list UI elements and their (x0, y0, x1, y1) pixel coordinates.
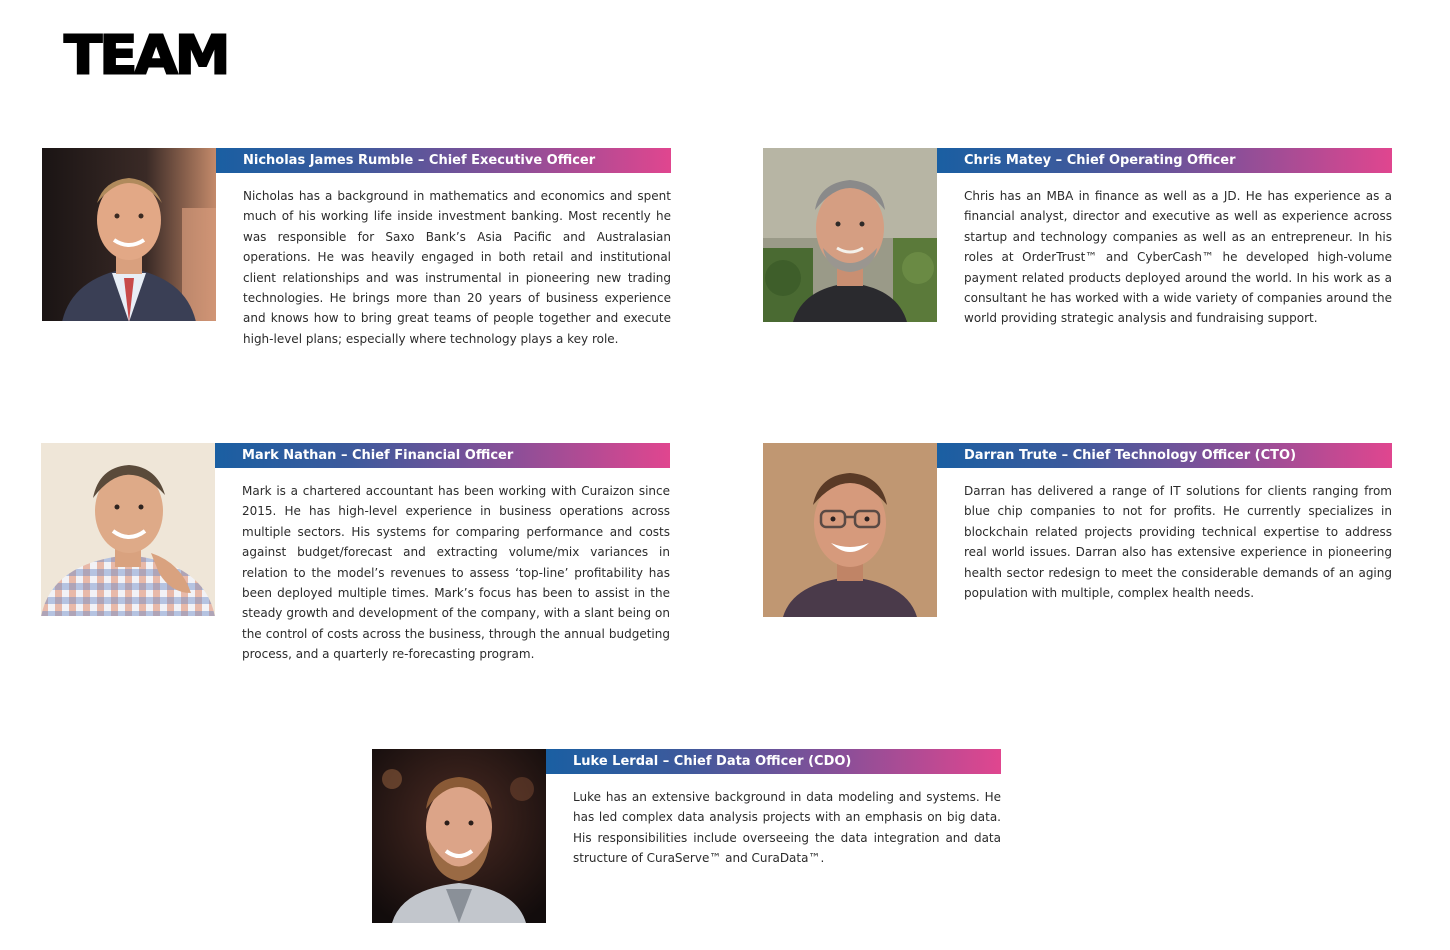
member-photo (41, 443, 215, 616)
team-member-card (763, 443, 1392, 623)
member-photo (42, 148, 216, 321)
member-photo (372, 749, 546, 923)
portrait-image (763, 443, 937, 617)
member-header-bar: Mark Nathan – Chief Financial Officer (215, 443, 670, 468)
member-photo (763, 148, 937, 322)
portrait-image (41, 443, 215, 616)
member-header-bar: Chris Matey – Chief Operating Officer (937, 148, 1392, 173)
portrait-image (372, 749, 546, 923)
portrait-image (42, 148, 216, 321)
team-member-card (42, 148, 671, 358)
portrait-image (763, 148, 937, 322)
member-bio: Mark is a chartered accountant has been working with Curaizon since 2015. He has high-level experience in business operations across multiple sectors. His systems for comparing performance and costs against budget/forecast and extracting volume/mix variances in relation to the model’s revenues to assess ‘top-line’ profitability has been deployed multiple times. Mark’s focus has been to assist in the steady growth and development of the company, with a slant being on the control of costs across the business, through the annual budgeting process, and a quarterly re-forecasting program. (242, 484, 670, 662)
member-header-bar: Nicholas James Rumble – Chief Executive Officer (216, 148, 671, 173)
team-member-card (763, 148, 1392, 338)
member-bio: Chris has an MBA in finance as well as a JD. He has experience as a financial analyst, director and executive as well as experience across startup and technology companies as well as an entrepreneur. In his roles at OrderTrust™ and CyberCash™ he developed high-volume payment related products deployed around the world. In his work as a consultant he has worked with a wide variety of companies around the world providing strategic analysis and fundraising support. (964, 189, 1392, 326)
member-bio: Darran has delivered a range of IT solutions for clients ranging from blue chip companies to not for profits. He currently specializes in blockchain related projects providing technical expertise to address real world issues. Darran also has extensive experience in pioneering health sector redesign to meet the considerable demands of an aging population with multiple, complex health needs. (964, 484, 1392, 601)
member-photo (763, 443, 937, 617)
team-member-card (372, 749, 1001, 923)
member-bio: Nicholas has a background in mathematics and economics and spent much of his working life inside investment banking. Most recently he was responsible for Saxo Bank’s Asia Pacific and Australasian operations. He was heavily engaged in both retail and institutional client relationships and was instrumental in pioneering new trading technologies. He brings more than 20 years of business experience and knows how to bring great teams of people together and execute high-level plans; especially where technology plays a key role. (243, 189, 671, 346)
member-header-bar: Luke Lerdal – Chief Data Officer (CDO) (546, 749, 1001, 774)
member-bio: Luke has an extensive background in data modeling and systems. He has led complex data analysis projects with an emphasis on big data. His responsibilities include overseeing the data integration and data structure of CuraServe™ and CuraData™. (573, 790, 1001, 866)
member-header-bar: Darran Trute – Chief Technology Officer (CTO) (937, 443, 1392, 468)
page-title: TEAM (64, 25, 228, 87)
team-member-card (41, 443, 670, 673)
